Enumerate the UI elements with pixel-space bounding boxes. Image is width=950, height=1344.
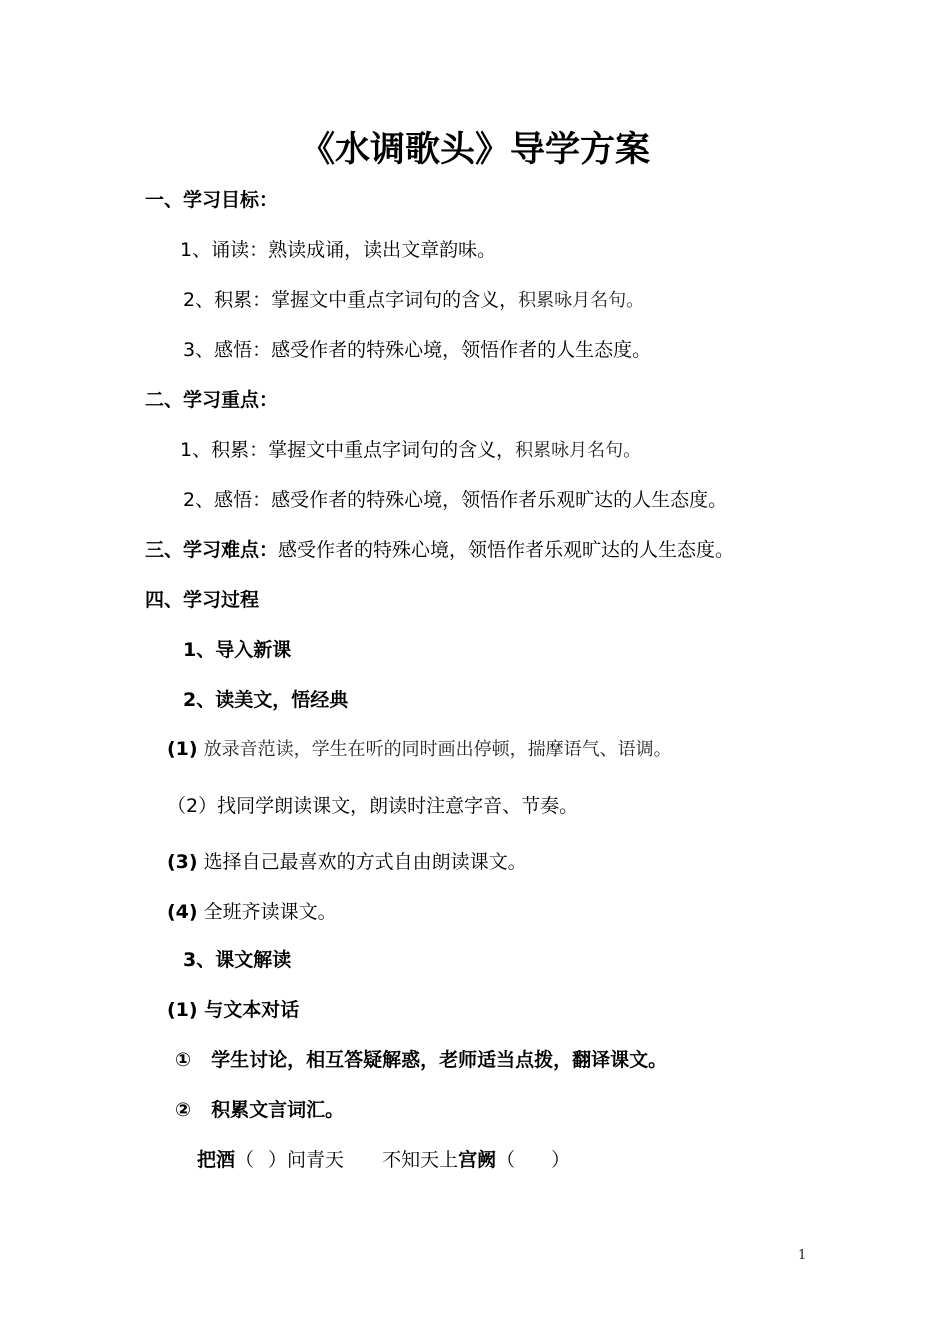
vocab-word-bajiu: 把酒 — [197, 1149, 236, 1171]
page-number: 1 — [798, 1248, 807, 1263]
item-text: 积累文言词汇。 — [211, 1099, 345, 1121]
item-text: 掌握文中重点字词句的含义， — [268, 439, 516, 461]
item-number: (1) — [167, 738, 198, 760]
reading-item-1 — [167, 737, 672, 762]
item-text-serif: 积累咏月名句。 — [518, 290, 645, 311]
item-text: 掌握文中重点字词句的含义， — [271, 289, 519, 311]
paren-open: （ — [496, 1149, 516, 1171]
item-number: 1、 — [180, 439, 212, 461]
item-number: 1、 — [180, 239, 212, 261]
item-label: 积累： — [211, 439, 269, 461]
item-text-serif: 放录音范读，学生在听的同时画出停顿，揣摩语气、语调。 — [203, 739, 672, 760]
section-heading-difficulty: 三、学习难点： — [145, 539, 279, 561]
item-label: 诵读： — [211, 239, 269, 261]
item-label: 感悟： — [214, 339, 272, 361]
item-text: 全班齐读课文。 — [203, 901, 337, 923]
step-intro: 1、导入新课 — [183, 639, 292, 661]
item-text: 熟读成诵，读出文章韵味。 — [268, 239, 497, 261]
paren-open: （ — [235, 1149, 255, 1171]
section-heading-process: 四、学习过程 — [145, 589, 260, 611]
circled-item-1 — [175, 1048, 667, 1072]
step-text-analysis: 3、课文解读 — [183, 949, 292, 971]
key-point-item-1 — [180, 438, 641, 463]
circled-number: ② — [175, 1099, 192, 1121]
section-heading-objectives: 一、学习目标： — [145, 189, 279, 211]
reading-item-4 — [167, 900, 337, 924]
item-number: 2、 — [183, 489, 215, 511]
paren-close: ） — [551, 1149, 571, 1171]
circled-item-2 — [175, 1098, 344, 1122]
objective-item-2 — [183, 288, 644, 313]
item-text: 找同学朗读课文，朗读时注意字音、节奏。 — [217, 795, 579, 817]
paren-close: ） — [268, 1149, 288, 1171]
difficulty-line — [145, 538, 734, 562]
reading-item-2 — [167, 794, 578, 818]
vocab-line — [197, 1148, 570, 1172]
item-text: 选择自己最喜欢的方式自由朗读课文。 — [203, 851, 527, 873]
section-heading-key-points: 二、学习重点： — [145, 389, 279, 411]
item-number: (4) — [167, 901, 198, 923]
item-text: 感受作者的特殊心境，领悟作者的人生态度。 — [271, 339, 652, 361]
reading-item-3 — [167, 850, 527, 874]
vocab-context: 不知天上 — [382, 1149, 459, 1171]
step-reading: 2、读美文，悟经典 — [183, 689, 349, 711]
item-text: 学生讨论，相互答疑解惑，老师适当点拨，翻译课文。 — [211, 1049, 668, 1071]
objective-item-3 — [183, 338, 651, 362]
item-text-serif: 积累咏月名句。 — [515, 440, 642, 461]
item-label: 感悟： — [214, 489, 272, 511]
sub-step-dialogue: (1) 与文本对话 — [167, 999, 300, 1021]
item-number: （2） — [167, 795, 218, 817]
vocab-context: 问青天 — [287, 1149, 345, 1171]
item-number: 3、 — [183, 339, 215, 361]
item-label: 积累： — [214, 289, 272, 311]
difficulty-text: 感受作者的特殊心境，领悟作者乐观旷达的人生态度。 — [278, 539, 735, 561]
item-number: 2、 — [183, 289, 215, 311]
key-point-item-2 — [183, 488, 727, 512]
item-text: 感受作者的特殊心境，领悟作者乐观旷达的人生态度。 — [271, 489, 728, 511]
vocab-word-gongque: 宫阙 — [458, 1149, 497, 1171]
objective-item-1 — [180, 238, 496, 262]
item-number: (3) — [167, 851, 198, 873]
document-title: 《水调歌头》导学方案 — [299, 130, 650, 170]
circled-number: ① — [175, 1049, 192, 1071]
